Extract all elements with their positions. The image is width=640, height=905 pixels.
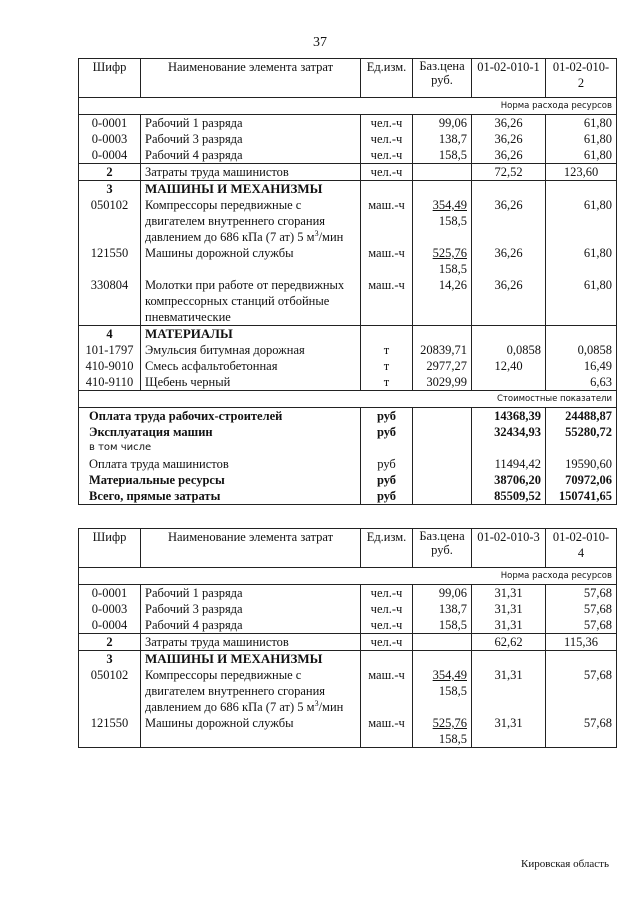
row-code: 0-0004 [79, 147, 141, 164]
table-row [79, 342, 617, 358]
total-row [79, 488, 617, 505]
table-row [79, 374, 617, 391]
row-unit: чел.-ч [361, 131, 413, 147]
row-v2: 57,68 [546, 667, 617, 715]
row-code: 0-0001 [79, 115, 141, 132]
norm-label: Норма расхода ресурсов [79, 98, 617, 115]
row-price: 525,76 158,5 [413, 715, 472, 748]
footer-region: Кировская область [521, 858, 610, 870]
row-name: Затраты труда машинистов [141, 164, 361, 181]
table-row [79, 197, 617, 245]
total-label: в том числе [79, 440, 361, 456]
estimate-table-1 [78, 58, 617, 505]
header-col1: 01-02-010-1 [472, 59, 546, 98]
total-unit: руб [361, 488, 413, 505]
row-v1: 36,26 [472, 147, 546, 164]
row-v2: 57,68 [546, 601, 617, 617]
row-unit: чел.-ч [361, 147, 413, 164]
row-unit: маш.-ч [361, 245, 413, 277]
row-v2: 61,80 [546, 147, 617, 164]
row-name: Машины дорожной службы [141, 245, 361, 277]
row-code: 0-0003 [79, 601, 141, 617]
row-unit: т [361, 358, 413, 374]
row-v2: 61,80 [546, 131, 617, 147]
row-v1: 36,26 [472, 245, 546, 277]
row-v1: 0,0858 [472, 342, 546, 358]
section-row [79, 181, 617, 198]
row-name: Рабочий 1 разряда [141, 585, 361, 602]
table-row [79, 585, 617, 602]
total-label: Оплата труда рабочих-строителей [79, 408, 361, 425]
total-unit: руб [361, 408, 413, 425]
row-name: Рабочий 1 разряда [141, 115, 361, 132]
table-row [79, 115, 617, 132]
row-code: 330804 [79, 277, 141, 326]
total-v1: 85509,52 [472, 488, 546, 505]
row-unit: маш.-ч [361, 197, 413, 245]
row-code: 2 [79, 164, 141, 181]
table-row [79, 601, 617, 617]
row-unit: чел.-ч [361, 115, 413, 132]
section-code: 3 [79, 651, 141, 668]
table-row [79, 617, 617, 634]
row-code: 0-0003 [79, 131, 141, 147]
cost-label-row [79, 391, 617, 408]
row-price: 20839,71 [413, 342, 472, 358]
row-price [413, 164, 472, 181]
section-row [79, 326, 617, 343]
row-code: 050102 [79, 667, 141, 715]
row-name: Компрессоры передвижные с двигателем внутреннего сгорания давлением до 686 кПа (7 ат) 5 $м^3$/мин [141, 667, 361, 715]
row-name: Щебень черный [141, 374, 361, 391]
row-price: 158,5 [413, 617, 472, 634]
row-v2: 61,80 [546, 197, 617, 245]
cost-label: Стоимостные показатели [79, 391, 617, 408]
total-v1: 14368,39 [472, 408, 546, 425]
row-price: 99,06 [413, 115, 472, 132]
table-row [79, 131, 617, 147]
row-name: Машины дорожной службы [141, 715, 361, 748]
table-header [79, 529, 617, 568]
table-row [79, 358, 617, 374]
table-row [79, 147, 617, 164]
row-name: Затраты труда машинистов [141, 634, 361, 651]
total-unit: руб [361, 424, 413, 440]
row-v2: 6,63 [546, 374, 617, 391]
total-row [79, 456, 617, 472]
section-title: МАШИНЫ И МЕХАНИЗМЫ [141, 181, 361, 198]
norm-label: Норма расхода ресурсов [79, 568, 617, 585]
table-header [79, 59, 617, 98]
row-v1: 31,31 [472, 667, 546, 715]
row-name: Рабочий 4 разряда [141, 147, 361, 164]
row-price: 138,7 [413, 131, 472, 147]
total-v1: 32434,93 [472, 424, 546, 440]
row-v1: 31,31 [472, 617, 546, 634]
header-unit: Ед.изм. [361, 529, 413, 568]
row-v2: 115,36 [546, 634, 617, 651]
row-v2: 61,80 [546, 245, 617, 277]
row-code: 121550 [79, 245, 141, 277]
row-unit: маш.-ч [361, 277, 413, 326]
total-row [79, 424, 617, 440]
header-price: Баз.цена руб. [413, 59, 472, 98]
row-v1: 36,26 [472, 131, 546, 147]
norm-label-row [79, 568, 617, 585]
row-unit: т [361, 374, 413, 391]
header-unit: Ед.изм. [361, 59, 413, 98]
estimate-table-2 [78, 528, 617, 748]
row-unit: т [361, 342, 413, 358]
total-label: Эксплуатация машин [79, 424, 361, 440]
page-number: 37 [313, 35, 327, 50]
row-price [413, 634, 472, 651]
total-v2: 55280,72 [546, 424, 617, 440]
total-unit: руб [361, 472, 413, 488]
row-price: 354,49 158,5 [413, 667, 472, 715]
row-name: Рабочий 3 разряда [141, 131, 361, 147]
row-code: 050102 [79, 197, 141, 245]
row-v1: 36,26 [472, 277, 546, 326]
row-price: 99,06 [413, 585, 472, 602]
row-unit: маш.-ч [361, 667, 413, 715]
row-v1: 72,52 [472, 164, 546, 181]
header-col2: 01-02-010-4 [546, 529, 617, 568]
row-unit: чел.-ч [361, 617, 413, 634]
row-v2: 57,68 [546, 585, 617, 602]
total-label: Материальные ресурсы [79, 472, 361, 488]
row-v1: 31,31 [472, 601, 546, 617]
row-v2: 16,49 [546, 358, 617, 374]
row-v1: 36,26 [472, 115, 546, 132]
row-code: 2 [79, 634, 141, 651]
row-v1: 12,40 [472, 358, 546, 374]
row-name: Молотки при работе от передвижных компрессорных станций отбойные пневматические [141, 277, 361, 326]
header-name: Наименование элемента затрат [141, 59, 361, 98]
table-row [79, 245, 617, 277]
row-price: 525,76 158,5 [413, 245, 472, 277]
total-label: Оплата труда машинистов [79, 456, 361, 472]
total-row [79, 472, 617, 488]
header-code: Шифр [79, 59, 141, 98]
operators-row [79, 634, 617, 651]
row-v1: 31,31 [472, 585, 546, 602]
row-code: 0-0004 [79, 617, 141, 634]
row-v2: 57,68 [546, 715, 617, 748]
row-v2: 123,60 [546, 164, 617, 181]
header-code: Шифр [79, 529, 141, 568]
row-code: 410-9110 [79, 374, 141, 391]
row-v2: 61,80 [546, 115, 617, 132]
operators-row [79, 164, 617, 181]
total-v2: 70972,06 [546, 472, 617, 488]
section-code: 3 [79, 181, 141, 198]
row-v1: 62,62 [472, 634, 546, 651]
row-unit: чел.-ч [361, 601, 413, 617]
section-title: МАТЕРИАЛЫ [141, 326, 361, 343]
total-row [79, 408, 617, 425]
section-row [79, 651, 617, 668]
row-unit: чел.-ч [361, 634, 413, 651]
total-label: Всего, прямые затраты [79, 488, 361, 505]
row-v1: 36,26 [472, 197, 546, 245]
header-col1: 01-02-010-3 [472, 529, 546, 568]
row-unit: чел.-ч [361, 164, 413, 181]
total-v1: 38706,20 [472, 472, 546, 488]
row-code: 410-9010 [79, 358, 141, 374]
row-code: 0-0001 [79, 585, 141, 602]
total-v1: 11494,42 [472, 456, 546, 472]
row-price: 14,26 [413, 277, 472, 326]
section-title: МАШИНЫ И МЕХАНИЗМЫ [141, 651, 361, 668]
row-unit: чел.-ч [361, 585, 413, 602]
row-price: 2977,27 [413, 358, 472, 374]
header-price: Баз.цена руб. [413, 529, 472, 568]
row-v2: 57,68 [546, 617, 617, 634]
row-name: Компрессоры передвижные с двигателем внутреннего сгорания давлением до 686 кПа (7 ат) 5 $м^3$/мин [141, 197, 361, 245]
total-v2: 24488,87 [546, 408, 617, 425]
row-name: Смесь асфальтобетонная [141, 358, 361, 374]
row-v2: 61,80 [546, 277, 617, 326]
row-price: 354,49 158,5 [413, 197, 472, 245]
total-v2: 19590,60 [546, 456, 617, 472]
total-row [79, 440, 617, 456]
table-row [79, 715, 617, 748]
row-name: Рабочий 4 разряда [141, 617, 361, 634]
row-code: 101-1797 [79, 342, 141, 358]
row-v1 [472, 374, 546, 391]
row-code: 121550 [79, 715, 141, 748]
header-name: Наименование элемента затрат [141, 529, 361, 568]
norm-label-row [79, 98, 617, 115]
total-v2: 150741,65 [546, 488, 617, 505]
total-unit: руб [361, 456, 413, 472]
row-v1: 31,31 [472, 715, 546, 748]
row-v2: 0,0858 [546, 342, 617, 358]
row-unit: маш.-ч [361, 715, 413, 748]
row-name: Рабочий 3 разряда [141, 601, 361, 617]
row-price: 158,5 [413, 147, 472, 164]
table-row [79, 277, 617, 326]
table-row [79, 667, 617, 715]
header-col2: 01-02-010-2 [546, 59, 617, 98]
row-price: 138,7 [413, 601, 472, 617]
row-price: 3029,99 [413, 374, 472, 391]
section-code: 4 [79, 326, 141, 343]
row-name: Эмульсия битумная дорожная [141, 342, 361, 358]
